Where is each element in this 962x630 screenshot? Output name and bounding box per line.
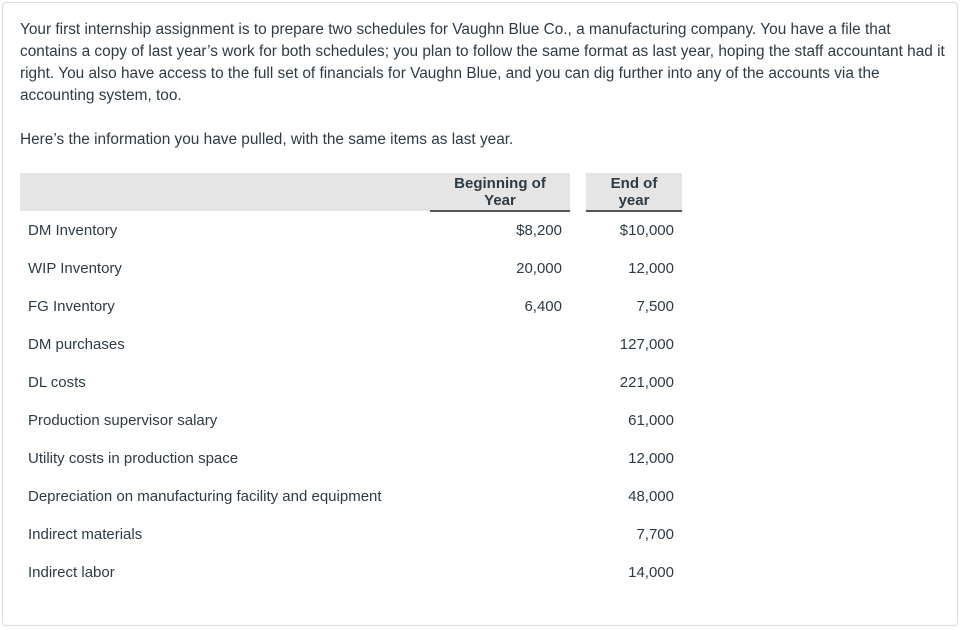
row-gap bbox=[570, 553, 586, 591]
row-gap bbox=[570, 211, 586, 249]
row-label: Utility costs in production space bbox=[28, 449, 239, 467]
row-beginning bbox=[430, 325, 570, 363]
row-beginning bbox=[430, 553, 570, 591]
row-label: Depreciation on manufacturing facility and equipment bbox=[28, 487, 382, 505]
table-row bbox=[20, 553, 682, 591]
row-end: 7,700 bbox=[636, 525, 674, 543]
row-end: 61,000 bbox=[628, 411, 674, 429]
table-row bbox=[20, 211, 682, 249]
header-end-of-year: End of year bbox=[586, 173, 682, 211]
table-row bbox=[20, 477, 682, 515]
table-row bbox=[20, 325, 682, 363]
row-end: 14,000 bbox=[628, 563, 674, 581]
row-gap bbox=[570, 287, 586, 325]
table-row bbox=[20, 401, 682, 439]
header-label bbox=[20, 173, 430, 211]
table-row bbox=[20, 363, 682, 401]
row-beginning bbox=[430, 477, 570, 515]
row-beginning bbox=[430, 363, 570, 401]
row-label: DL costs bbox=[28, 373, 86, 391]
row-beginning bbox=[430, 515, 570, 553]
row-end: 221,000 bbox=[619, 373, 674, 391]
row-gap bbox=[570, 439, 586, 477]
table-row bbox=[20, 287, 682, 325]
row-beginning: 6,400 bbox=[524, 297, 562, 315]
table-row bbox=[20, 249, 682, 287]
table-header-row bbox=[20, 173, 682, 211]
row-beginning bbox=[430, 401, 570, 439]
row-end: 12,000 bbox=[628, 449, 674, 467]
table-row bbox=[20, 439, 682, 477]
row-end: 48,000 bbox=[628, 487, 674, 505]
row-end: 7,500 bbox=[636, 297, 674, 315]
inventory-cost-table bbox=[20, 173, 682, 591]
header-beginning-of-year: Beginning of Year bbox=[430, 173, 570, 211]
row-label: Production supervisor salary bbox=[28, 411, 218, 429]
row-end: 12,000 bbox=[628, 259, 674, 277]
row-end: $10,000 bbox=[619, 222, 674, 239]
row-label: WIP Inventory bbox=[28, 259, 122, 277]
row-end: 127,000 bbox=[619, 335, 674, 353]
row-gap bbox=[570, 477, 586, 515]
row-gap bbox=[570, 363, 586, 401]
lead-paragraph: Here’s the information you have pulled, with the same items as last year. bbox=[20, 131, 514, 148]
header-gap bbox=[570, 173, 586, 211]
row-label: Indirect labor bbox=[28, 563, 115, 581]
row-gap bbox=[570, 515, 586, 553]
intro-paragraph: Your first internship assignment is to prepare two schedules for Vaughn Blue Co., a manufacturing company. You have a file that contains a copy of last year’s work for both schedules; you plan to follow the same format as last year, hoping the staff accountant had it right. You also have access to the full set of financials for Vaughn Blue, and you can dig further into any of the accounts via the accounting system, too. bbox=[20, 21, 945, 104]
table-row bbox=[20, 515, 682, 553]
row-gap bbox=[570, 325, 586, 363]
row-gap bbox=[570, 249, 586, 287]
row-label: DM Inventory bbox=[28, 221, 118, 239]
row-label: Indirect materials bbox=[28, 525, 143, 543]
row-label: DM purchases bbox=[28, 335, 125, 353]
question-card bbox=[2, 2, 958, 626]
row-beginning bbox=[430, 439, 570, 477]
row-beginning: $8,200 bbox=[516, 222, 562, 239]
row-beginning: 20,000 bbox=[516, 259, 562, 277]
row-gap bbox=[570, 401, 586, 439]
row-label: FG Inventory bbox=[28, 297, 115, 315]
